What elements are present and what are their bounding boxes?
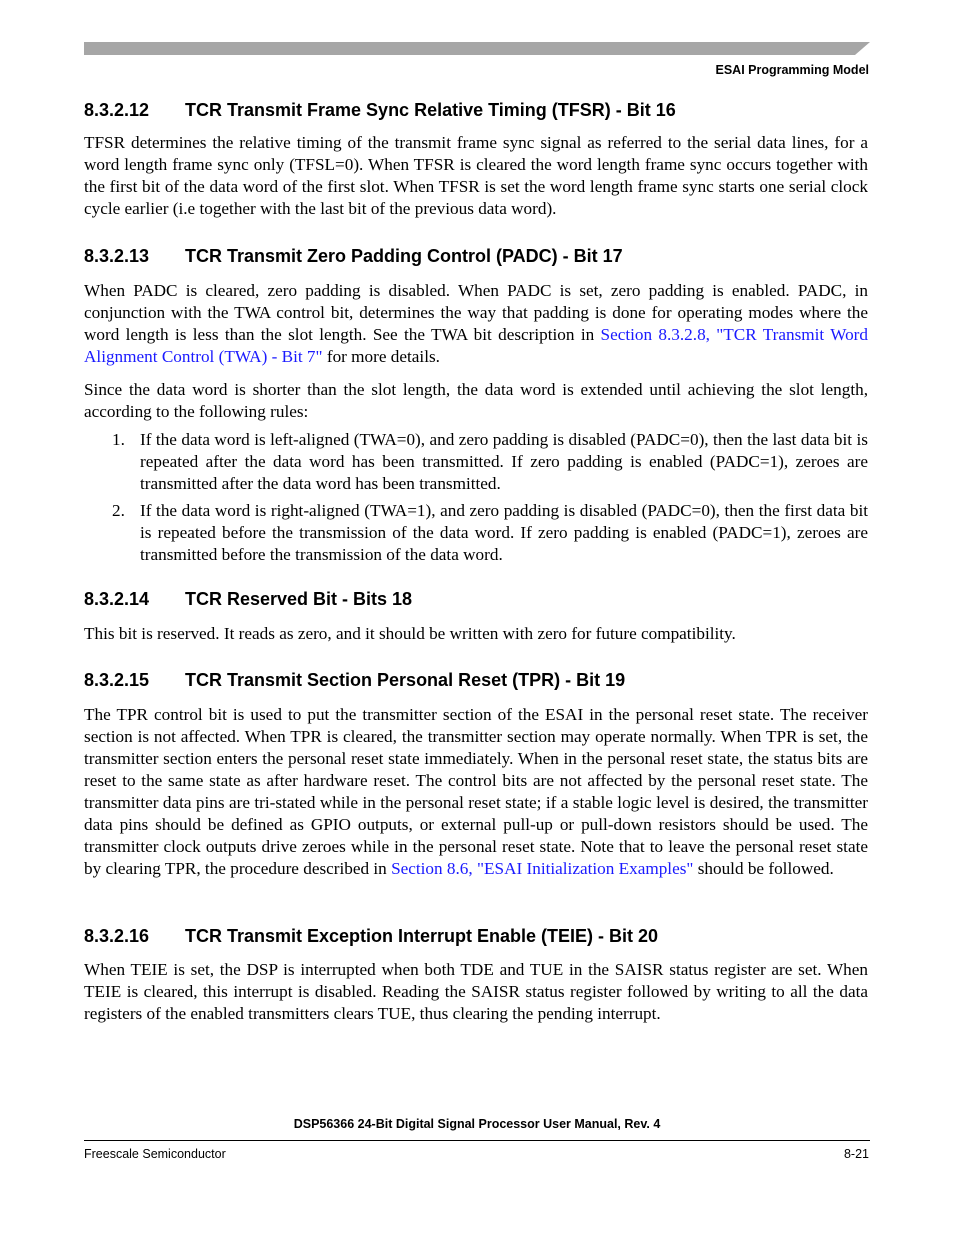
section-heading [84, 669, 868, 691]
paragraph [84, 704, 868, 880]
footer-document-title: DSP56366 24-Bit Digital Signal Processor User Manual, Rev. 4 [293, 1117, 661, 1131]
section-number: 8.3.2.14 [84, 589, 150, 609]
section-title: TCR Transmit Section Personal Reset (TPR) - Bit 19 [185, 670, 626, 690]
paragraph: Since the data word is shorter than the slot length, the data word is extended until achieving the slot length, according to the following rules: [84, 380, 868, 421]
section-padc [84, 245, 868, 566]
cross-reference-link[interactable]: Section 8.3.2.8, "TCR Transmit Word Alignment Control (TWA) - Bit 7" [84, 325, 868, 366]
section-title: TCR Transmit Frame Sync Relative Timing (TFSR) - Bit 16 [185, 100, 676, 120]
paragraph-text: When PADC is cleared, zero padding is disabled. When PADC is set, zero padding is enabled. PADC, in conjunction with the TWA control bit, determines the way that padding is done for operating modes where the word length is less than the slot length. See the TWA bit description in [84, 281, 868, 344]
section-title: TCR Transmit Exception Interrupt Enable (TEIE) - Bit 20 [185, 926, 659, 946]
section-number: 8.3.2.16 [84, 926, 150, 946]
running-header: ESAI Programming Model [715, 63, 869, 77]
list-item [84, 500, 868, 566]
section-heading [84, 99, 868, 121]
section-number: 8.3.2.13 [84, 246, 150, 266]
section-title: TCR Reserved Bit - Bits 18 [185, 589, 413, 609]
list-item-text: If the data word is left-aligned (TWA=0), and zero padding is disabled (PADC=0), then the last data bit is repeated after the data word has been transmitted. If zero padding is enabled (PADC=1), zeroes are transmitted after the data word has been transmitted. [140, 430, 868, 493]
section-teie [84, 925, 868, 1025]
section-number: 8.3.2.15 [84, 670, 150, 690]
list-marker: 2. [112, 501, 125, 520]
footer-divider [84, 1140, 870, 1141]
section-number: 8.3.2.12 [84, 100, 150, 120]
section-tfsr [84, 99, 868, 220]
list-item-text: If the data word is right-aligned (TWA=1), and zero padding is disabled (PADC=0), then the first data bit is repeated before the transmission of the data word. If zero padding is enabled (PADC=1), zeroes are transmitted before the transmission of the data word. [140, 501, 868, 564]
page-number: 8-21 [843, 1147, 869, 1161]
section-heading [84, 925, 868, 947]
paragraph: TFSR determines the relative timing of the transmit frame sync signal as referred to the serial data lines, for a word length frame sync only (TFSL=0). When TFSR is cleared the word length frame sync occurs together with the first bit of the data word of the first slot. When TFSR is set the word length frame sync starts one serial clock cycle earlier (i.e together with the last bit of the previous data word). [84, 133, 868, 218]
paragraph-text: should be followed. [693, 859, 834, 878]
paragraph: This bit is reserved. It reads as zero, and it should be written with zero for future compatibility. [84, 624, 736, 643]
rules-list [84, 429, 868, 566]
section-tpr [84, 669, 868, 880]
section-reserved [84, 588, 868, 645]
paragraph [84, 280, 868, 368]
paragraph-text: for more details. [322, 347, 440, 366]
footer-company: Freescale Semiconductor [84, 1147, 226, 1161]
paragraph: When TEIE is set, the DSP is interrupted when both TDE and TUE in the SAISR status register are set. When TEIE is cleared, this interrupt is disabled. Reading the SAISR status register followed by writing to all the data registers of the enabled transmitters clears TUE, thus clearing the pending interrupt. [84, 960, 868, 1023]
list-marker: 1. [112, 430, 125, 449]
section-title: TCR Transmit Zero Padding Control (PADC) - Bit 17 [185, 246, 623, 266]
header-bar [84, 42, 870, 55]
section-heading [84, 245, 868, 267]
cross-reference-link[interactable]: Section 8.6, "ESAI Initialization Examples" [391, 859, 694, 878]
paragraph-text: The TPR control bit is used to put the transmitter section of the ESAI in the personal reset state. The receiver section is not affected. When TPR is cleared, the transmitter section may operate normally. When TPR is set, the transmitter section enters the personal reset state immediately. When in the personal reset state, the status bits are reset to the same state as after hardware reset. The control bits are not affected by the personal reset state. The transmitter data pins are tri-stated while in the personal reset state; if a stable logic level is desired, the transmitter data pins should be defined as GPIO outputs, or external pull-up or pull-down resistors should be used. The transmitter clock outputs drive zeroes while in the personal reset state. Note that to leave the personal reset state by clearing TPR, the procedure described in [84, 705, 868, 878]
section-heading [84, 588, 868, 610]
list-item [84, 429, 868, 495]
